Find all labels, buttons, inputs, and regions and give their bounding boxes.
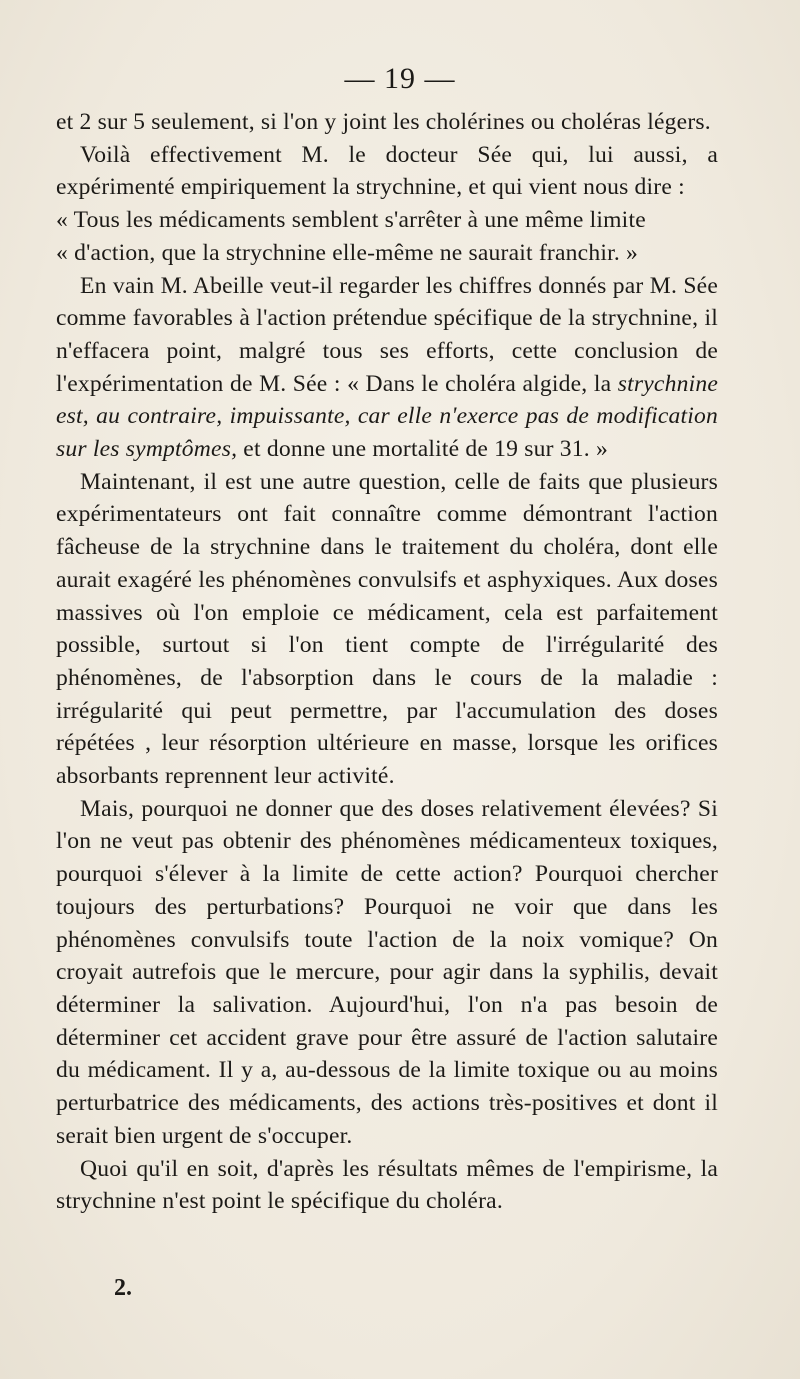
paragraph-4: Maintenant, il est une autre question, celle de faits que plusieurs expérimentateurs ont fait connaître comme démontrant l'action fâcheuse de la strychnine dans le traitement du choléra, dont elle aurait exagéré les phénomènes convulsifs et asphyxiques. Aux doses massives où l'on emploie ce médicament, cela est parfaitement possible, surtout si l'on tient compte de l'irrégularité des phénomènes, de l'absorption dans le cours de la maladie : irrégularité qui peut permettre, par l'accumulation des doses répétées , leur résorption ultérieure en masse, lorsque les orifices absorbants reprennent leur activité.: [56, 468, 718, 790]
paragraph-3-before: En vain M. Abeille veut-il regarder les chiffres donnés par M. Sée comme favorables à l'action prétendue spécifique de la strychnine, il n'effacera point, malgré tous ses efforts, cette conclusion de l'expérimentation de M. Sée : « Dans le choléra algide, la: [56, 272, 718, 397]
paragraph-3: [56, 270, 718, 466]
paragraph-1: et 2 sur 5 seulement, si l'on y joint les cholérines ou choléras légers.: [56, 109, 711, 135]
page-number: — 19 —: [344, 62, 456, 95]
paragraph-6: Quoi qu'il en soit, d'après les résultats mêmes de l'empirisme, la strychnine n'est point le spécifique du choléra.: [56, 1155, 718, 1215]
signature-mark: 2.: [114, 1275, 132, 1301]
quote-line-2: « d'action, que la strychnine elle-même ne saurait franchir. »: [56, 239, 639, 266]
quote-line-1: « Tous les médicaments semblent s'arrêter à une même limite: [56, 207, 646, 234]
paragraph-3-after: et donne une mortalité de 19 sur 31. »: [237, 436, 608, 463]
paragraph-2-text: Voilà effectivement M. le docteur Sée qui, lui aussi, a expérimenté empiriquement la strychnine, et qui vient nous dire :: [56, 141, 718, 201]
paragraph-3-italic: strychnine est, au contraire, impuissante, car elle n'exerce pas de modification sur les symptômes,: [56, 370, 718, 463]
body-text: [56, 106, 718, 1218]
paragraph-2: [56, 139, 718, 270]
paragraph-5: Mais, pourquoi ne donner que des doses relativement élevées? Si l'on ne veut pas obtenir des phénomènes médicamenteux toxiques, pourquoi s'élever à la limite de cette action? Pourquoi chercher toujours des perturbations? Pourquoi ne voir que dans les phénomènes convulsifs toute l'action de la noix vomique? On croyait autrefois que le mercure, pour agir dans la syphilis, devait déterminer la salivation. Aujourd'hui, l'on n'a pas besoin de déterminer cet accident grave pour être assuré de l'action salutaire du médicament. Il y a, au-dessous de la limite toxique ou au moins perturbatrice des médicaments, des actions très-positives et dont il serait bien urgent de s'occuper.: [56, 795, 718, 1149]
